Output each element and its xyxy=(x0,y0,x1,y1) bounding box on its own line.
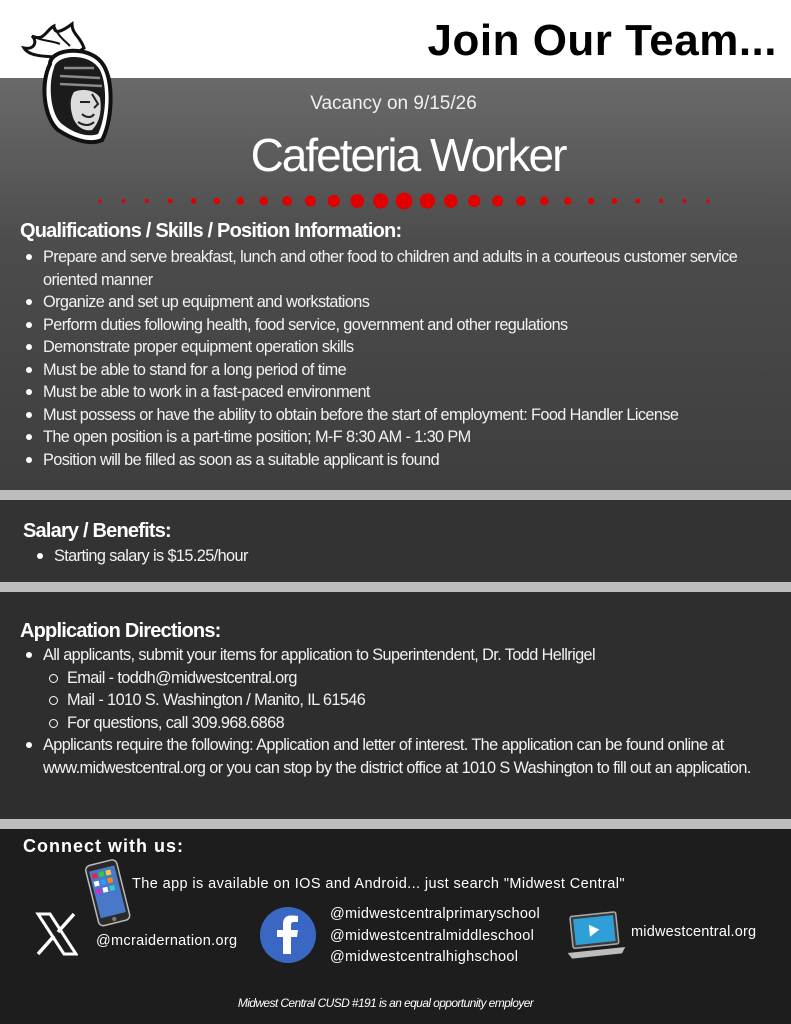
decorative-dot xyxy=(420,193,435,208)
decorative-dot xyxy=(282,196,292,206)
decorative-dot xyxy=(328,195,340,207)
salary-list xyxy=(31,545,731,568)
job-title: Cafeteria Worker xyxy=(250,129,566,181)
decorative-dot xyxy=(145,199,149,203)
decorative-dot xyxy=(468,195,480,207)
contact-sublist xyxy=(43,667,760,735)
vacancy-date: Vacancy on 9/15/26 xyxy=(310,93,477,114)
knight-helmet-logo xyxy=(20,18,120,146)
equal-opportunity-note: Midwest Central CUSD #191 is an equal opportunity employer xyxy=(237,996,534,1010)
smartphone-icon xyxy=(78,858,136,930)
list-item: Must be able to work in a fast-paced environment xyxy=(20,381,760,404)
list-item: Position will be filled as soon as a suitable applicant is found xyxy=(20,449,760,472)
application-instruction: All applicants, submit your items for application to Superintendent, Dr. Todd Hellrigel xyxy=(43,646,596,664)
decorative-dot xyxy=(706,199,710,203)
decorative-dot-divider xyxy=(0,186,791,216)
divider xyxy=(0,582,791,592)
decorative-dot xyxy=(191,198,197,204)
decorative-dot xyxy=(588,198,594,204)
decorative-dot xyxy=(492,196,503,207)
facebook-handles xyxy=(330,904,540,969)
x-handle-link[interactable]: @mcraidernation.org xyxy=(96,933,238,949)
decorative-dot xyxy=(237,197,244,204)
decorative-dot xyxy=(444,194,458,208)
decorative-dot xyxy=(540,197,549,206)
mail-item: Mail - 1010 S. Washington / Manito, IL 61546 xyxy=(43,689,760,712)
decorative-dot xyxy=(121,199,125,203)
decorative-dot xyxy=(612,198,618,204)
list-item: Perform duties following health, food service, government and other regulations xyxy=(20,314,760,337)
list-item: Prepare and serve breakfast, lunch and other food to children and adults in a courteous customer service oriented manner xyxy=(20,246,760,291)
application-list xyxy=(20,644,760,779)
x-logo-icon[interactable] xyxy=(34,912,78,956)
decorative-dot xyxy=(659,199,663,203)
phone-item[interactable]: For questions, call 309.968.6868 xyxy=(43,712,760,735)
divider xyxy=(0,490,791,500)
list-item: The open position is a part-time position; M-F 8:30 AM - 1:30 PM xyxy=(20,426,760,449)
list-item: Demonstrate proper equipment operation skills xyxy=(20,336,760,359)
decorative-dot xyxy=(305,196,316,207)
decorative-dot xyxy=(683,199,687,203)
decorative-dot xyxy=(214,198,220,204)
website-link[interactable]: midwestcentral.org xyxy=(631,924,757,940)
decorative-dot xyxy=(564,197,571,204)
list-item: Must possess or have the ability to obtain before the start of employment: Food Handler License xyxy=(20,404,760,427)
divider xyxy=(0,819,791,829)
list-item: Organize and set up equipment and workstations xyxy=(20,291,760,314)
email-item[interactable]: Email - toddh@midwestcentral.org xyxy=(43,667,760,690)
application-title: Application Directions: xyxy=(20,620,221,642)
decorative-dot xyxy=(516,196,526,206)
decorative-dot xyxy=(635,199,640,204)
connect-title: Connect with us: xyxy=(23,836,184,856)
app-info-text: The app is available on IOS and Android... just search "Midwest Central" xyxy=(132,876,625,892)
laptop-icon[interactable] xyxy=(564,910,628,962)
headline: Join Our Team... xyxy=(427,16,777,65)
facebook-icon[interactable] xyxy=(259,906,317,964)
list-item xyxy=(20,644,760,734)
list-item: Applicants require the following: Application and letter of interest. The application can be found online at www.midwestcentral.org or you can stop by the district office at 1010 S Washington to fill out an application. xyxy=(20,734,760,779)
list-item: Must be able to stand for a long period of time xyxy=(20,359,760,382)
list-item: Starting salary is $15.25/hour xyxy=(31,545,731,568)
decorative-dot xyxy=(396,193,413,210)
salary-title: Salary / Benefits: xyxy=(23,520,171,542)
facebook-handle-high[interactable]: @midwestcentralhighschool xyxy=(330,949,519,965)
decorative-dot xyxy=(373,193,388,208)
facebook-handle-primary[interactable]: @midwestcentralprimaryschool xyxy=(330,906,541,922)
decorative-dot xyxy=(98,199,102,203)
decorative-dot xyxy=(350,194,364,208)
decorative-dot xyxy=(259,197,268,206)
qualifications-title: Qualifications / Skills / Position Information: xyxy=(20,220,402,242)
qualifications-list xyxy=(20,246,760,471)
facebook-handle-middle[interactable]: @midwestcentralmiddleschool xyxy=(330,927,535,944)
decorative-dot xyxy=(168,199,173,204)
